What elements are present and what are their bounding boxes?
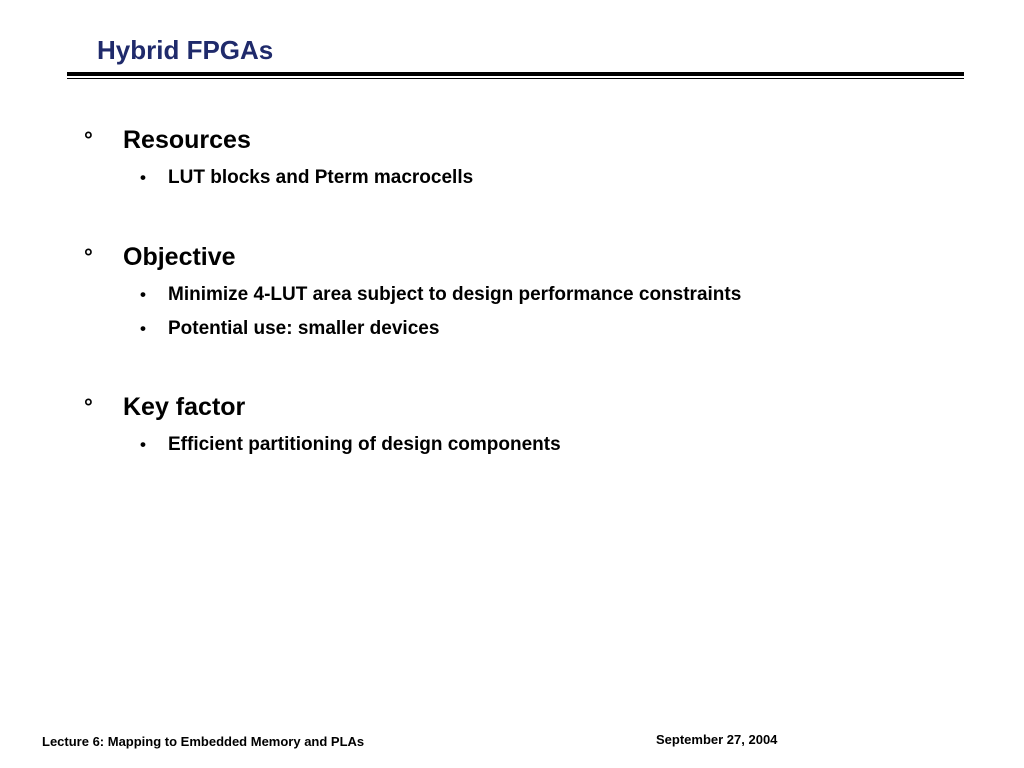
degree-bullet-icon: ° xyxy=(84,244,93,269)
bullet-item xyxy=(0,278,1024,312)
title-divider-thin xyxy=(67,78,964,79)
dot-bullet-icon: • xyxy=(140,168,146,187)
dot-bullet-icon: • xyxy=(140,285,146,304)
section-heading-row xyxy=(0,123,1024,157)
bullet-item xyxy=(0,312,1024,346)
title-divider-thick xyxy=(67,72,964,76)
dot-bullet-icon: • xyxy=(140,435,146,454)
section-key-factor xyxy=(0,390,1024,462)
bullet-text: Minimize 4-LUT area subject to design performance constraints xyxy=(168,284,742,305)
bullet-text: Efficient partitioning of design components xyxy=(168,434,561,455)
section-heading: Objective xyxy=(123,243,236,271)
dot-bullet-icon: • xyxy=(140,319,146,338)
degree-bullet-icon: ° xyxy=(84,127,93,152)
degree-bullet-icon: ° xyxy=(84,394,93,419)
section-heading: Resources xyxy=(123,126,251,154)
footer-lecture-title: Lecture 6: Mapping to Embedded Memory and PLAs xyxy=(42,734,365,749)
section-objective xyxy=(0,240,1024,346)
slide-title: Hybrid FPGAs xyxy=(97,35,274,65)
bullet-item xyxy=(0,428,1024,462)
bullet-text: Potential use: smaller devices xyxy=(168,318,440,339)
footer-date: September 27, 2004 xyxy=(656,732,778,747)
bullet-item xyxy=(0,161,1024,195)
section-heading-row xyxy=(0,390,1024,424)
section-resources xyxy=(0,123,1024,195)
bullet-text: LUT blocks and Pterm macrocells xyxy=(168,167,474,188)
section-heading-row xyxy=(0,240,1024,274)
section-heading: Key factor xyxy=(123,393,246,421)
